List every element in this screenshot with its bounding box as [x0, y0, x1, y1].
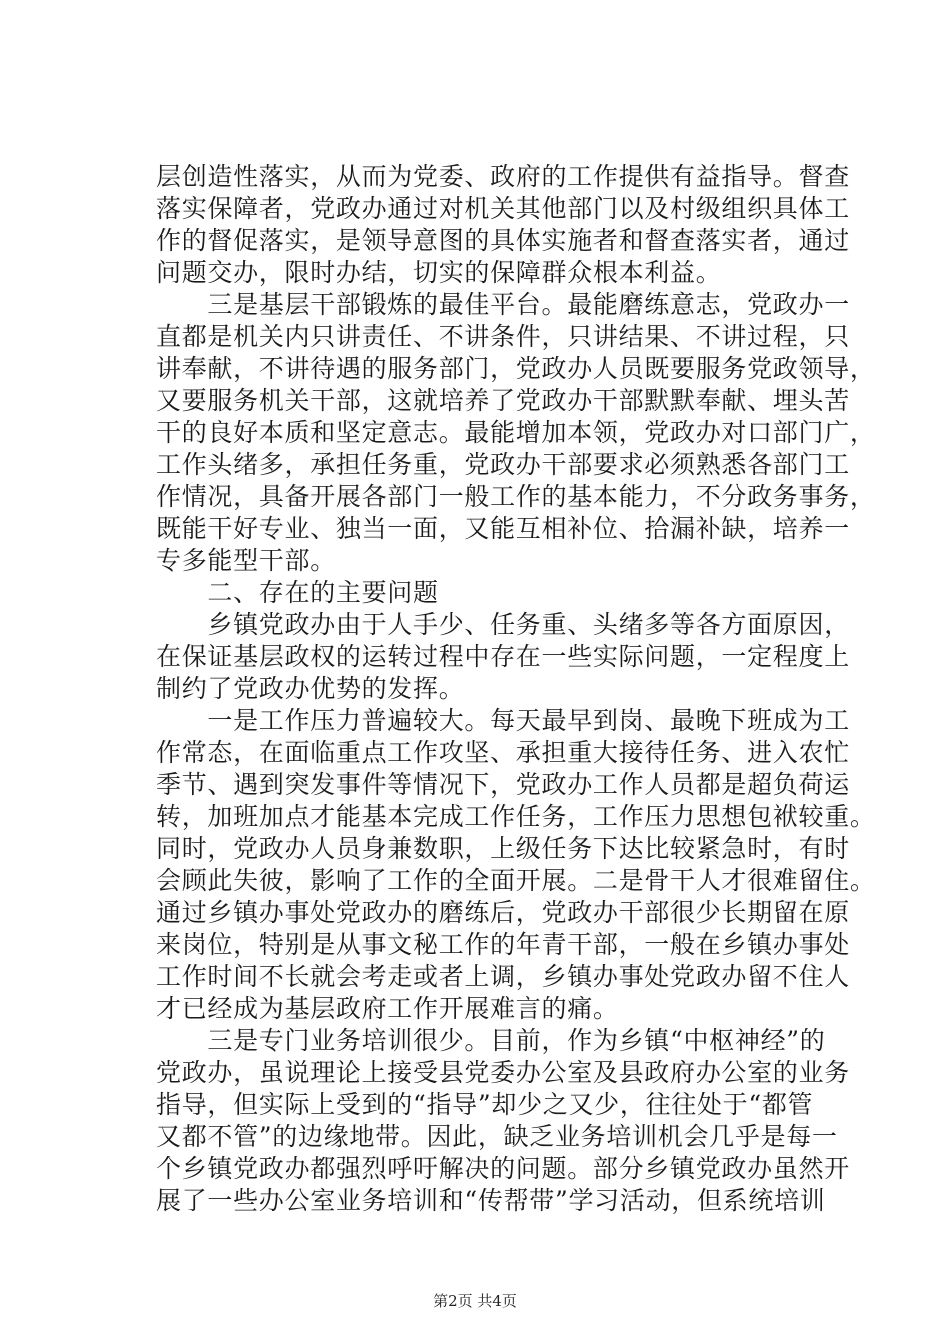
text-line: 作常态，在面临重点工作攻坚、承担重大接待任务、进入农忙 [156, 738, 850, 767]
text-line: 转，加班加点才能基本完成工作任务，工作压力思想包袱较重。 [156, 802, 876, 831]
text-line: 季节、遇到突发事件等情况下，党政办工作人员都是超负荷运 [156, 770, 850, 799]
text-line: 三是专门业务培训很少。目前，作为乡镇“中枢神经”的 [156, 1026, 826, 1055]
text-line: 通过乡镇办事处党政办的磨练后，党政办干部很少长期留在原 [156, 898, 850, 927]
text-line: 作情况，具备开展各部门一般工作的基本能力，不分政务事务， [156, 482, 876, 511]
text-line: 直都是机关内只讲责任、不讲条件，只讲结果、不讲过程，只 [156, 322, 850, 351]
text-line: 工作时间不长就会考走或者上调，乡镇办事处党政办留不住人 [156, 962, 850, 991]
text-line: 展了一些办公室业务培训和“传帮带”学习活动，但系统培训 [156, 1186, 826, 1215]
page-number-footer: 第2页 共4页 [433, 1292, 517, 1310]
text-line: 个乡镇党政办都强烈呼吁解决的问题。部分乡镇党政办虽然开 [156, 1154, 850, 1183]
text-line: 一是工作压力普遍较大。每天最早到岗、最晚下班成为工 [156, 706, 850, 735]
text-line: 党政办，虽说理论上接受县党委办公室及县政府办公室的业务 [156, 1058, 850, 1087]
text-line: 制约了党政办优势的发挥。 [156, 674, 465, 703]
text-line: 讲奉献，不讲待遇的服务部门，党政办人员既要服务党政领导， [156, 354, 876, 383]
text-line: 工作头绪多，承担任务重，党政办干部要求必须熟悉各部门工 [156, 450, 850, 479]
text-line: 同时，党政办人员身兼数职，上级任务下达比较紧急时，有时 [156, 834, 850, 863]
text-line: 又都不管”的边缘地带。因此，缺乏业务培训机会几乎是每一 [156, 1122, 838, 1151]
text-line: 专多能型干部。 [156, 546, 336, 575]
document-body [156, 161, 876, 1217]
text-line: 作的督促落实，是领导意图的具体实施者和督查落实者，通过 [156, 226, 850, 255]
text-line: 乡镇党政办由于人手少、任务重、头绪多等各方面原因， [156, 610, 850, 639]
text-line: 指导，但实际上受到的“指导”却少之又少，往往处于“都管 [156, 1090, 814, 1119]
text-line: 又要服务机关干部，这就培养了党政办干部默默奉献、埋头苦 [156, 386, 850, 415]
text-line: 才已经成为基层政府工作开展难言的痛。 [156, 994, 619, 1023]
text-line: 来岗位，特别是从事文秘工作的年青干部，一般在乡镇办事处 [156, 930, 850, 959]
text-line: 既能干好专业、独当一面，又能互相补位、拾漏补缺，培养一 [156, 514, 850, 543]
text-line: 层创造性落实，从而为党委、政府的工作提供有益指导。督查 [156, 162, 850, 191]
section-heading: 二、存在的主要问题 [156, 578, 439, 607]
text-line: 在保证基层政权的运转过程中存在一些实际问题，一定程度上 [156, 642, 850, 671]
text-line: 落实保障者，党政办通过对机关其他部门以及村级组织具体工 [156, 194, 850, 223]
text-line: 问题交办，限时办结，切实的保障群众根本利益。 [156, 258, 722, 287]
text-line: 三是基层干部锻炼的最佳平台。最能磨练意志，党政办一 [156, 290, 850, 319]
text-line: 会顾此失彼，影响了工作的全面开展。二是骨干人才很难留住。 [156, 866, 876, 895]
text-line: 干的良好本质和坚定意志。最能增加本领，党政办对口部门广， [156, 418, 876, 447]
